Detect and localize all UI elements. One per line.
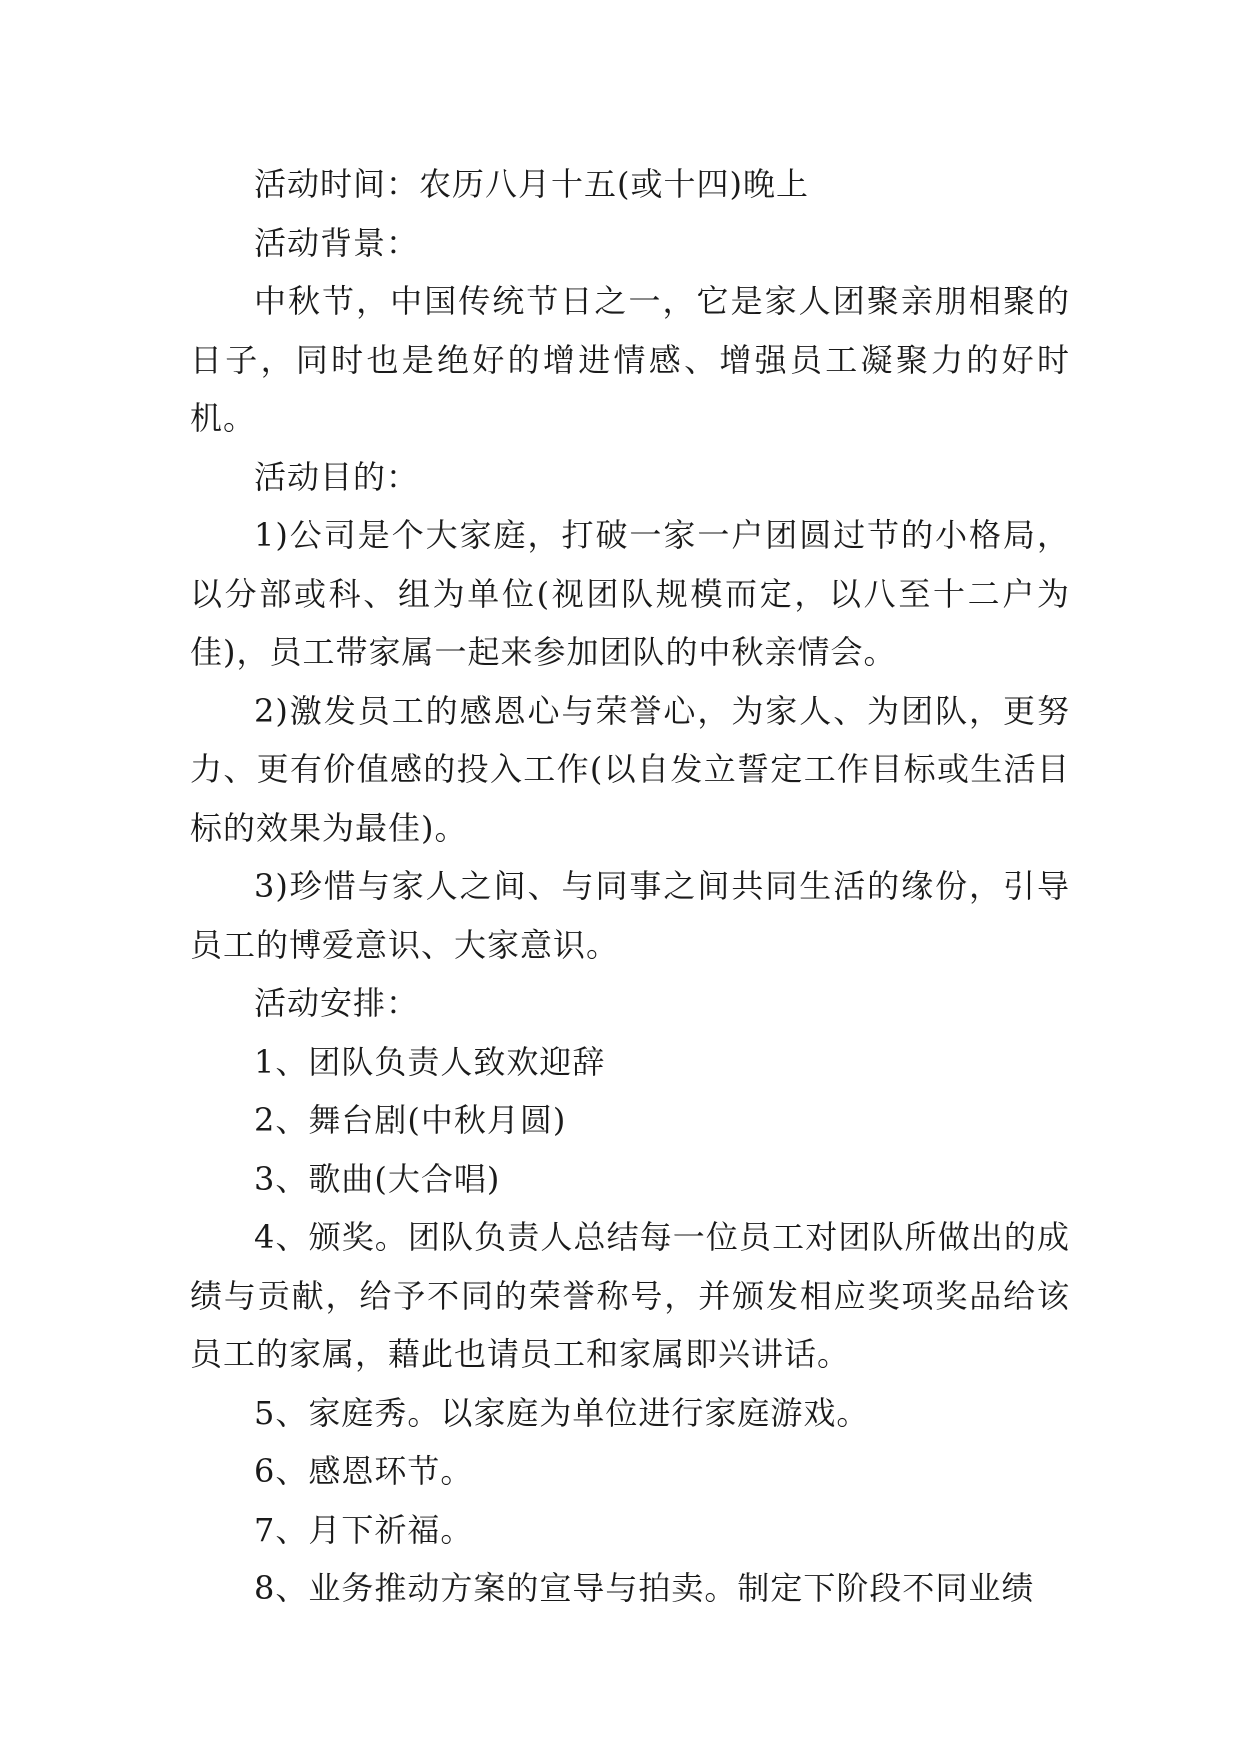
activity-background-paragraph: 中秋节，中国传统节日之一，它是家人团聚亲朋相聚的日子，同时也是绝好的增进情感、增强员工凝聚力的好时机。 [190, 282, 1070, 437]
activity-arrangement-heading: 活动安排： [254, 984, 420, 1022]
arrangement-item-5: 5、家庭秀。以家庭为单位进行家庭游戏。 [254, 1393, 870, 1432]
arrangement-item-7: 7、月下祈福。 [254, 1510, 474, 1549]
arrangement-item-2: 2、舞台剧(中秋月圆) [254, 1101, 567, 1139]
document-body [190, 155, 1070, 1618]
purpose-item-2: 2)激发员工的感恩心与荣誉心，为家人、为团队，更努力、更有价值感的投入工作(以自发立誓定工作目标或生活目标的效果为最佳)。 [190, 691, 1070, 847]
activity-purpose-heading: 活动目的： [254, 457, 420, 496]
activity-time-paragraph: 活动时间：农历八月十五(或十四)晚上 [254, 165, 809, 203]
arrangement-item-8: 8、业务推动方案的宣导与拍卖。制定下阶段不同业绩 [254, 1569, 1035, 1607]
activity-background-heading: 活动背景： [254, 223, 420, 262]
purpose-item-3: 3)珍惜与家人之间、与同事之间共同生活的缘份，引导员工的博爱意识、大家意识。 [190, 867, 1070, 964]
arrangement-item-4: 4、颁奖。团队负责人总结每一位员工对团队所做出的成绩与贡献，给予不同的荣誉称号，并颁发相应奖项奖品给该员工的家属，藉此也请员工和家属即兴讲话。 [190, 1218, 1070, 1373]
arrangement-item-1: 1、团队负责人致欢迎辞 [254, 1042, 606, 1081]
purpose-item-1: 1)公司是个大家庭，打破一家一户团圆过节的小格局，以分部或科、组为单位(视团队规模而定，以八至十二户为佳)，员工带家属一起来参加团队的中秋亲情会。 [190, 516, 1070, 671]
arrangement-item-3: 3、歌曲(大合唱) [254, 1159, 501, 1198]
arrangement-item-6: 6、感恩环节。 [254, 1452, 474, 1490]
